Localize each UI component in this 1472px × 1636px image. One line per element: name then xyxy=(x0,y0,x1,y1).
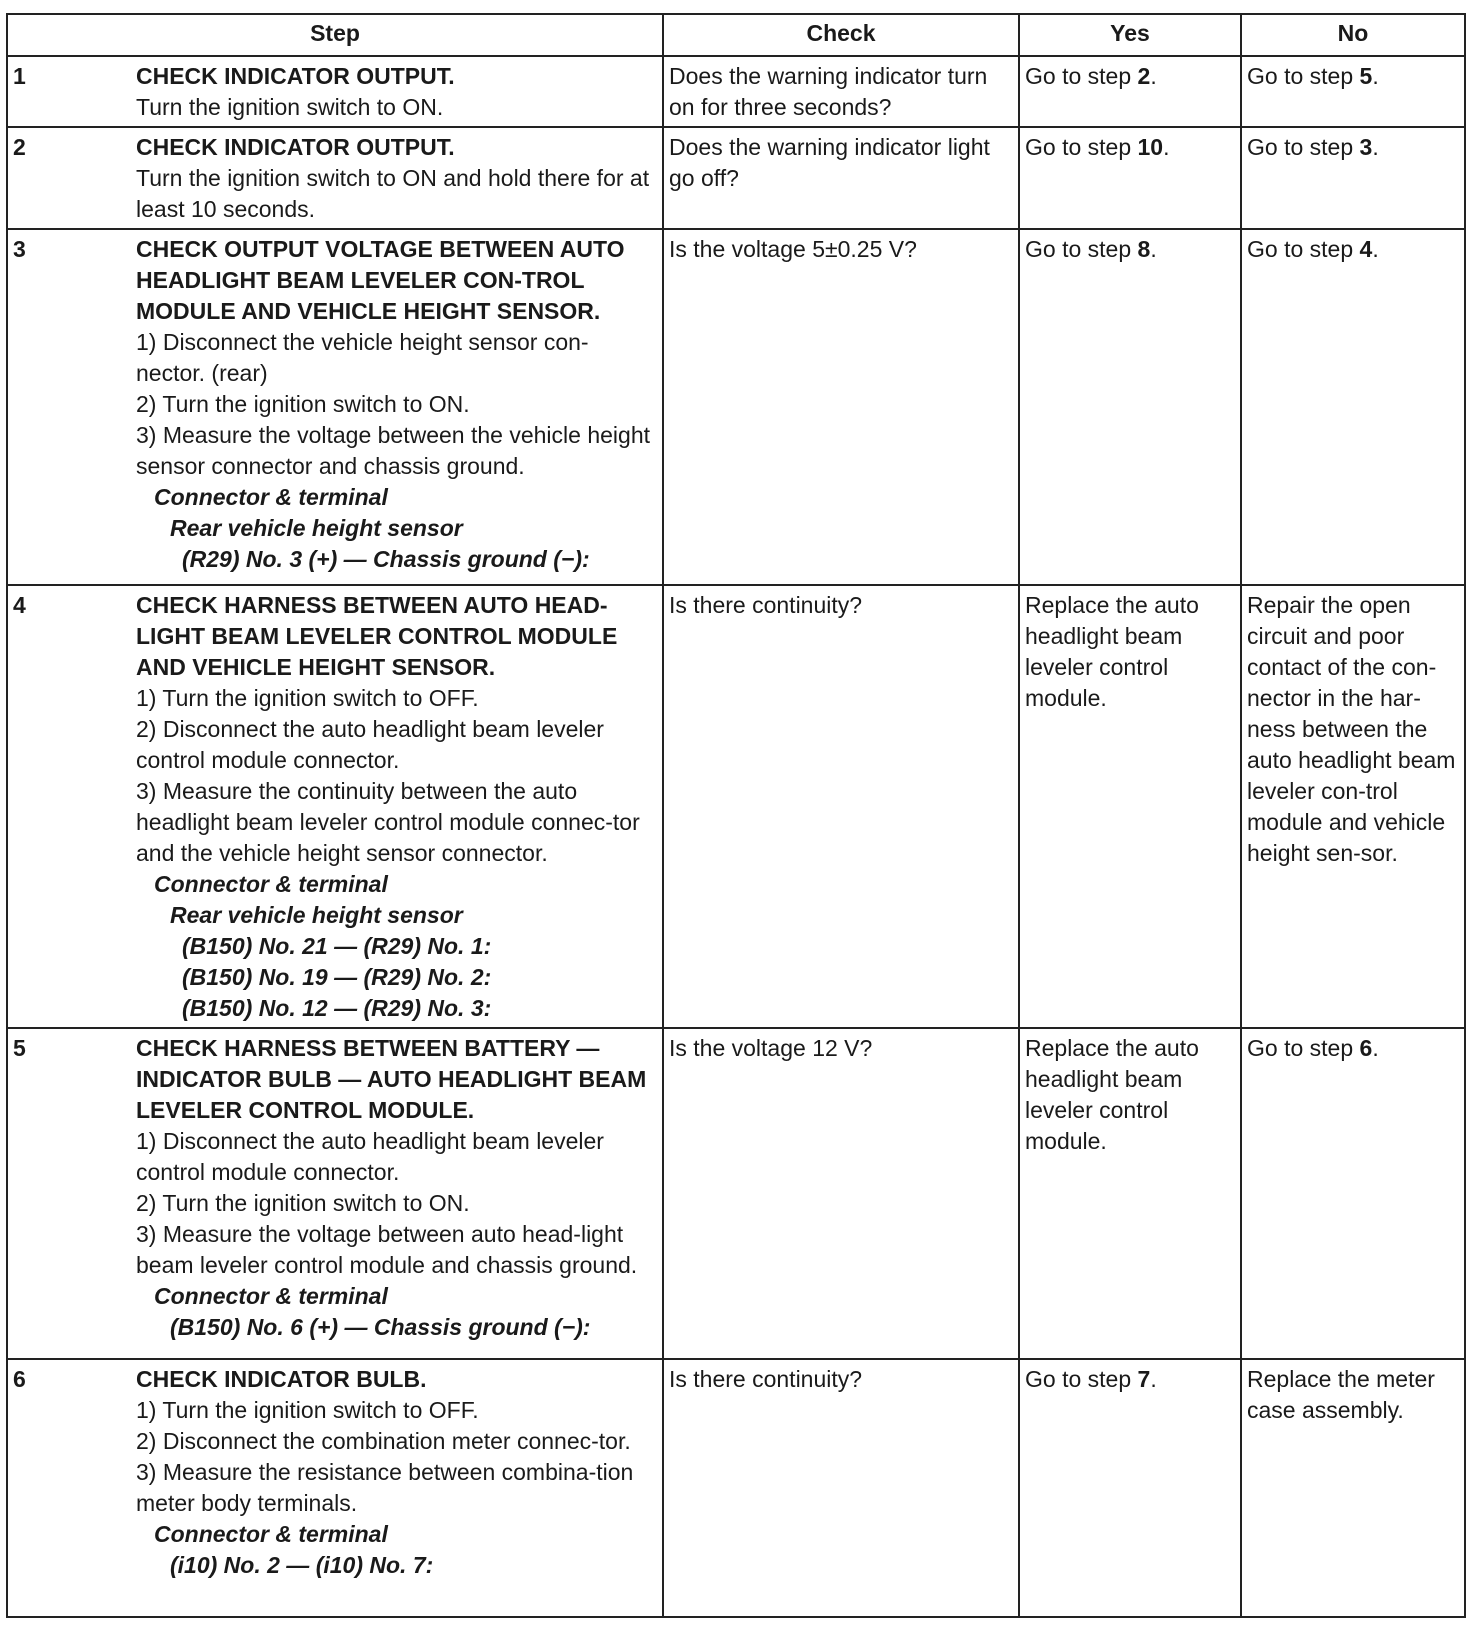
yes-goto-prefix: Go to step xyxy=(1025,236,1138,262)
step-title: CHECK INDICATOR OUTPUT. xyxy=(136,134,455,160)
no-action-text: Replace the meter case assembly. xyxy=(1247,1366,1435,1423)
step-title: CHECK HARNESS BETWEEN BATTERY — INDICATOR BULB — AUTO HEADLIGHT BEAM LEVELER CONTROL MODULE. xyxy=(136,1035,647,1123)
yes-column-header: Yes xyxy=(1019,14,1241,56)
no-goto-prefix: Go to step xyxy=(1247,236,1360,262)
yes-goto-step-number: 7 xyxy=(1137,1366,1151,1392)
step-number: 6 xyxy=(13,1366,26,1392)
table-body xyxy=(7,56,1465,1617)
connector-terminal-heading: Connector & terminal xyxy=(154,871,388,897)
instruction-line: 3) Measure the voltage between auto head-light beam leveler control module and chassis ground. xyxy=(136,1221,638,1278)
instruction-line: 1) Disconnect the auto headlight beam leveler control module connector. xyxy=(136,1128,604,1185)
instruction-line: Turn the ignition switch to ON. xyxy=(136,94,444,120)
connector-terminal-spec: (i10) No. 2 — (i10) No. 7: xyxy=(170,1552,434,1578)
no-goto-suffix: . xyxy=(1372,134,1379,160)
step-title: CHECK INDICATOR BULB. xyxy=(136,1366,427,1392)
no-goto-prefix: Go to step xyxy=(1247,63,1360,89)
check-cell: Is the voltage 5±0.25 V? xyxy=(663,229,1019,585)
step-cell xyxy=(7,127,663,229)
no-goto-suffix: . xyxy=(1372,63,1379,89)
instruction-line: Turn the ignition switch to ON and hold there for at least 10 seconds. xyxy=(136,165,650,222)
yes-goto-prefix: Go to step xyxy=(1025,1366,1138,1392)
step-number: 2 xyxy=(13,134,26,160)
check-column-header: Check xyxy=(663,14,1019,56)
connector-terminal-spec: (B150) No. 19 — (R29) No. 2: xyxy=(182,964,492,990)
yes-goto-prefix: Go to step xyxy=(1025,63,1138,89)
no-goto-step-number: 5 xyxy=(1359,63,1373,89)
connector-terminal-heading: Connector & terminal xyxy=(154,1521,388,1547)
table-row xyxy=(7,1028,1465,1359)
instruction-line: 3) Measure the continuity between the auto headlight beam leveler control module connec-tor and the vehicle height sensor connector. xyxy=(136,778,640,866)
table-row xyxy=(7,229,1465,585)
connector-terminal-spec: (R29) No. 3 (+) — Chassis ground (−): xyxy=(182,546,590,572)
no-column-header: No xyxy=(1241,14,1465,56)
no-cell xyxy=(1241,229,1465,585)
yes-cell xyxy=(1019,229,1241,585)
connector-terminal-spec: (B150) No. 12 — (R29) No. 3: xyxy=(182,995,492,1021)
yes-goto-suffix: . xyxy=(1150,236,1157,262)
no-goto-step-number: 4 xyxy=(1359,236,1373,262)
connector-terminal-heading: Connector & terminal xyxy=(154,1283,388,1309)
check-cell: Is there continuity? xyxy=(663,1359,1019,1617)
yes-goto-step-number: 2 xyxy=(1137,63,1151,89)
yes-goto-prefix: Go to step xyxy=(1025,134,1138,160)
no-goto-step-number: 6 xyxy=(1359,1035,1373,1061)
no-cell xyxy=(1241,1028,1465,1359)
no-goto-step-number: 3 xyxy=(1359,134,1373,160)
step-cell xyxy=(7,1028,663,1359)
no-cell xyxy=(1241,1359,1465,1617)
connector-terminal-spec: (B150) No. 21 — (R29) No. 1: xyxy=(182,933,492,959)
table-row xyxy=(7,585,1465,1028)
yes-goto-suffix: . xyxy=(1150,63,1157,89)
yes-cell xyxy=(1019,127,1241,229)
no-action-text: Repair the open circuit and poor contact of the con-nector in the har-ness between the auto headlight beam leveler con-trol module and vehicle height sen-sor. xyxy=(1247,592,1456,866)
yes-goto-suffix: . xyxy=(1150,1366,1157,1392)
step-instructions xyxy=(136,234,657,575)
yes-action-text: Replace the auto headlight beam leveler control module. xyxy=(1025,592,1199,711)
no-goto-suffix: . xyxy=(1372,1035,1379,1061)
instruction-line: 3) Measure the resistance between combina-tion meter body terminals. xyxy=(136,1459,634,1516)
step-cell xyxy=(7,585,663,1028)
step-title: CHECK INDICATOR OUTPUT. xyxy=(136,63,455,89)
yes-goto-step-number: 10 xyxy=(1137,134,1164,160)
instruction-line: 2) Disconnect the auto headlight beam leveler control module connector. xyxy=(136,716,604,773)
no-goto-prefix: Go to step xyxy=(1247,134,1360,160)
instruction-line: 2) Turn the ignition switch to ON. xyxy=(136,391,470,417)
diagnostic-procedure-table xyxy=(6,13,1466,1618)
instruction-line: 1) Turn the ignition switch to OFF. xyxy=(136,685,479,711)
check-cell: Does the warning indicator turn on for three seconds? xyxy=(663,56,1019,127)
instruction-line: 2) Disconnect the combination meter connec-tor. xyxy=(136,1428,631,1454)
no-cell xyxy=(1241,585,1465,1028)
yes-goto-step-number: 8 xyxy=(1137,236,1151,262)
yes-cell xyxy=(1019,1359,1241,1617)
table-row xyxy=(7,127,1465,229)
check-cell: Does the warning indicator light go off? xyxy=(663,127,1019,229)
yes-goto-suffix: . xyxy=(1163,134,1170,160)
step-instructions xyxy=(136,1364,657,1581)
step-instructions xyxy=(136,1033,657,1343)
connector-subheading: Rear vehicle height sensor xyxy=(170,902,463,928)
yes-cell xyxy=(1019,1028,1241,1359)
check-cell: Is the voltage 12 V? xyxy=(663,1028,1019,1359)
connector-terminal-spec: (B150) No. 6 (+) — Chassis ground (−): xyxy=(170,1314,591,1340)
table-row xyxy=(7,56,1465,127)
connector-terminal-heading: Connector & terminal xyxy=(154,484,388,510)
no-goto-suffix: . xyxy=(1372,236,1379,262)
no-cell xyxy=(1241,56,1465,127)
step-title: CHECK HARNESS BETWEEN AUTO HEAD-LIGHT BEAM LEVELER CONTROL MODULE AND VEHICLE HEIGHT SENSOR. xyxy=(136,592,618,680)
step-cell xyxy=(7,229,663,585)
instruction-line: 1) Disconnect the vehicle height sensor con-nector. (rear) xyxy=(136,329,589,386)
step-instructions xyxy=(136,132,657,225)
step-number: 3 xyxy=(13,236,26,262)
no-goto-prefix: Go to step xyxy=(1247,1035,1360,1061)
yes-cell xyxy=(1019,56,1241,127)
yes-action-text: Replace the auto headlight beam leveler control module. xyxy=(1025,1035,1199,1154)
step-number: 5 xyxy=(13,1035,26,1061)
no-cell xyxy=(1241,127,1465,229)
step-instructions xyxy=(136,61,657,123)
yes-cell xyxy=(1019,585,1241,1028)
step-cell xyxy=(7,56,663,127)
connector-subheading: Rear vehicle height sensor xyxy=(170,515,463,541)
step-instructions xyxy=(136,590,657,1024)
header-row xyxy=(7,14,1465,56)
step-cell xyxy=(7,1359,663,1617)
step-column-header: Step xyxy=(7,14,663,56)
step-title: CHECK OUTPUT VOLTAGE BETWEEN AUTO HEADLIGHT BEAM LEVELER CON-TROL MODULE AND VEHICLE HEIGHT SENSOR. xyxy=(136,236,625,324)
instruction-line: 3) Measure the voltage between the vehicle height sensor connector and chassis ground. xyxy=(136,422,650,479)
step-number: 4 xyxy=(13,592,26,618)
instruction-line: 2) Turn the ignition switch to ON. xyxy=(136,1190,470,1216)
step-number: 1 xyxy=(13,63,26,89)
table-row xyxy=(7,1359,1465,1617)
check-cell: Is there continuity? xyxy=(663,585,1019,1028)
instruction-line: 1) Turn the ignition switch to OFF. xyxy=(136,1397,479,1423)
